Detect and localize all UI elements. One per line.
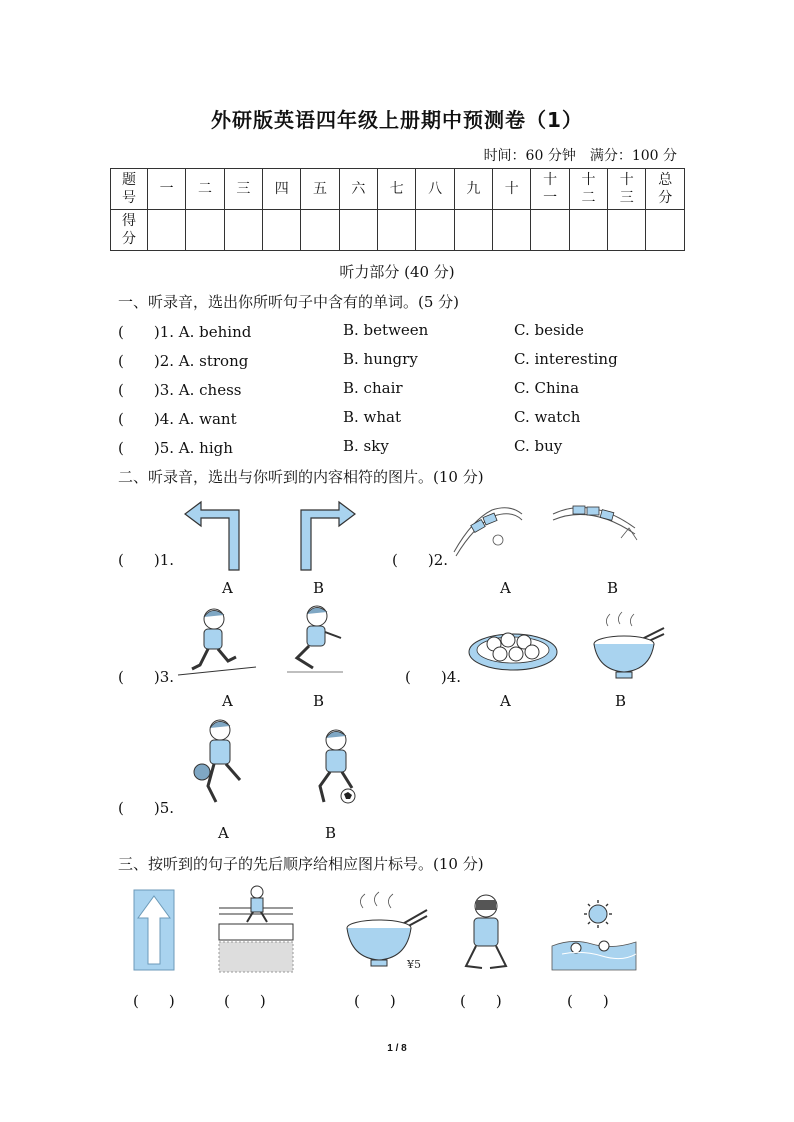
answer-blank[interactable]: ( )4. [405,668,462,686]
score-input-cell[interactable] [646,210,685,251]
answer-blank[interactable]: ( ) [224,992,266,1010]
score-input-cell[interactable] [493,210,531,251]
score-col: 八 [416,169,454,210]
q1-a: ( )1. A. behind [118,323,252,341]
score-input-cell[interactable] [186,210,224,251]
page-number: 1 / 8 [387,1043,407,1054]
score-label-cell: 得 分 [111,210,148,251]
option-b-label: B [313,579,325,597]
section1-title: 一、听录音，选出你所听句子中含有的单词。(5 分) [118,293,460,311]
score-col: 三 [224,169,262,210]
score-col: 十 三 [608,169,646,210]
girl-jumping-icon [217,884,295,974]
score-col: 五 [301,169,339,210]
answer-blank[interactable]: ( )1. [118,551,175,569]
q1-b: B. between [343,321,429,339]
option-b-label: B [313,692,325,710]
score-input-cell[interactable] [224,210,262,251]
section2-title: 二、听录音，选出与你听到的内容相符的图片。(10 分) [118,468,484,486]
score-input-cell[interactable] [608,210,646,251]
noodle-bowl-icon [590,612,666,682]
score-input-cell[interactable] [454,210,492,251]
exam-meta: 时间：60 分钟 满分：100 分 [483,148,677,164]
answer-blank[interactable]: ( )2. [392,551,449,569]
score-col: 十 [493,169,531,210]
option-b-label: B [615,692,627,710]
boy-basketball-icon [190,716,250,806]
score-input-cell[interactable] [569,210,607,251]
train-on-mountain-icon [452,500,524,558]
option-a-label: A [222,692,233,710]
score-input-cell[interactable] [531,210,569,251]
score-col: 六 [339,169,377,210]
q1-c: C. beside [514,321,584,339]
option-a-label: A [222,579,233,597]
option-a-label: A [500,692,511,710]
section3-title: 三、按听到的句子的先后顺序给相应图片标号。(10 分) [118,855,484,873]
score-input-cell[interactable] [378,210,416,251]
train-on-bridge-icon [551,498,639,558]
score-col: 二 [186,169,224,210]
answer-blank[interactable]: ( )3. [118,668,175,686]
answer-blank[interactable]: ( ) [460,992,502,1010]
score-col: 四 [263,169,301,210]
boy-sitting-icon [283,602,349,678]
option-b-label: B [607,579,619,597]
listening-header: 听力部分 (40 分) [339,263,455,281]
score-col: 九 [454,169,492,210]
option-a-label: A [218,824,229,842]
answer-blank[interactable]: ( ) [567,992,609,1010]
score-col: 一 [148,169,186,210]
boy-football-icon [310,726,376,808]
score-header-cell: 题 号 [111,169,148,210]
score-input-cell[interactable] [148,210,186,251]
girl-camera-icon [458,892,514,974]
score-input-cell[interactable] [263,210,301,251]
turn-left-arrow-icon [183,500,243,572]
score-col: 十 一 [531,169,569,210]
straight-arrow-icon [132,888,176,972]
swimming-sun-icon [552,898,638,974]
score-input-cell[interactable] [301,210,339,251]
score-table [110,168,685,251]
turn-right-arrow-icon [297,500,357,572]
score-col: 总 分 [646,169,685,210]
price-label: ¥5 [407,958,421,971]
dumplings-icon [466,622,560,672]
boy-running-icon [178,605,256,679]
score-input-cell[interactable] [339,210,377,251]
score-col: 十 二 [569,169,607,210]
noodle-bowl-price-icon [343,892,429,972]
answer-blank[interactable]: ( ) [133,992,175,1010]
score-col: 七 [378,169,416,210]
option-a-label: A [500,579,511,597]
answer-blank[interactable]: ( )5. [118,799,175,817]
answer-blank[interactable]: ( ) [354,992,396,1010]
option-b-label: B [325,824,337,842]
score-input-cell[interactable] [416,210,454,251]
page-title: 外研版英语四年级上册期中预测卷（1） [211,108,583,132]
